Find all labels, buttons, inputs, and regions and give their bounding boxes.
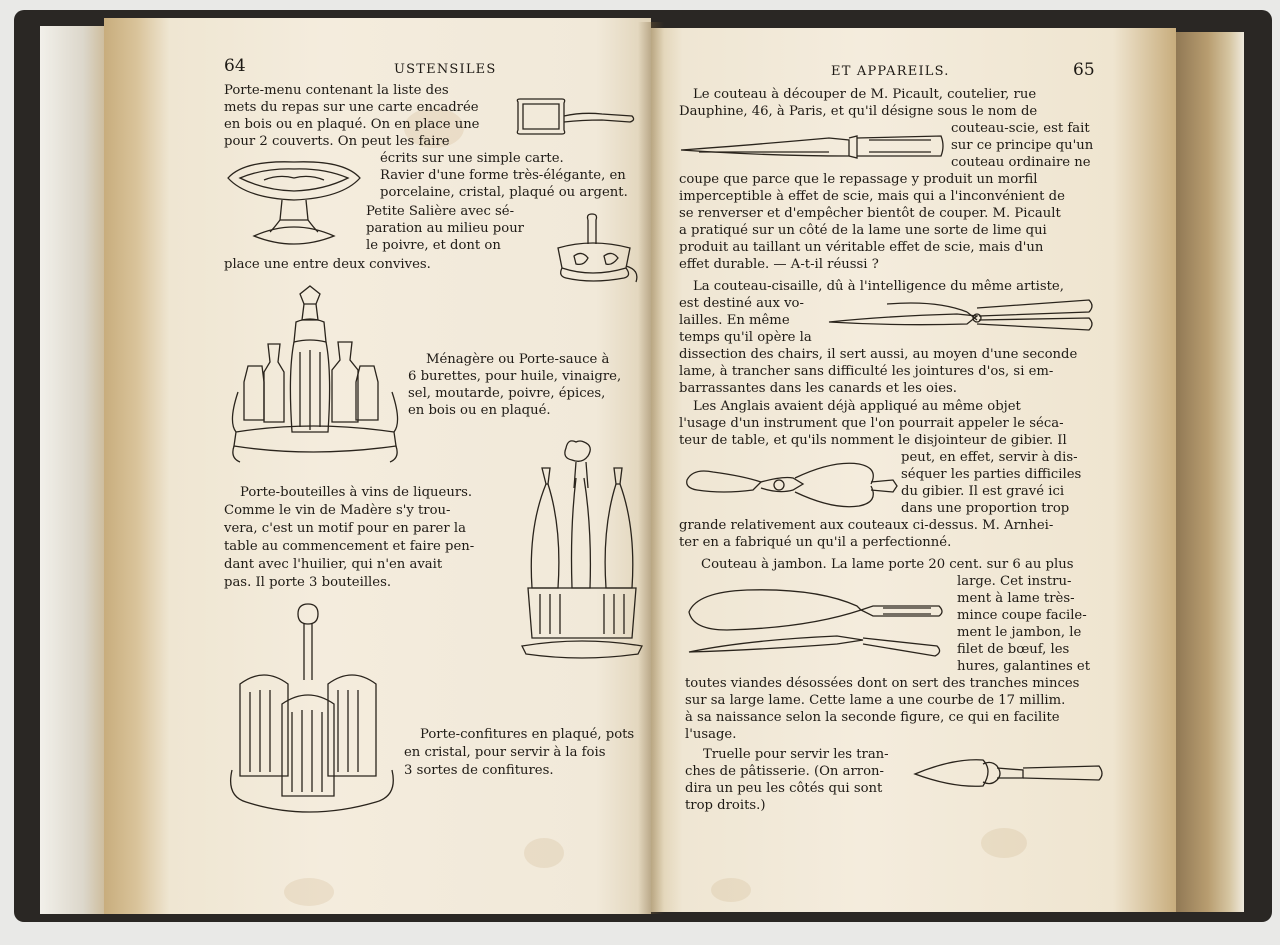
text-line: dans une proportion trop bbox=[901, 501, 1070, 516]
text-line: coupe que parce que le repassage y produit un morfil bbox=[679, 172, 1038, 187]
text-line: sel, moutarde, poivre, épices, bbox=[408, 386, 606, 401]
text-line: filet de bœuf, les bbox=[957, 642, 1070, 657]
text-line: Ménagère ou Porte-sauce à bbox=[426, 352, 610, 367]
text-line: place une entre deux convives. bbox=[224, 257, 431, 272]
text-line: table au commencement et faire pen- bbox=[224, 539, 475, 554]
porte-menu-illustration bbox=[512, 96, 638, 142]
foxing-spot bbox=[284, 878, 334, 906]
right-page bbox=[651, 28, 1176, 912]
text-line: La couteau-cisaille, dû à l'intelligence du même artiste, bbox=[693, 279, 1064, 294]
text-line: ment le jambon, le bbox=[957, 625, 1082, 640]
page-number: 64 bbox=[224, 56, 246, 76]
running-head: ET APPAREILS. bbox=[831, 64, 950, 79]
text-line: ment à lame très- bbox=[957, 591, 1075, 606]
foxing-spot bbox=[711, 878, 751, 902]
text-line: pas. Il porte 3 bouteilles. bbox=[224, 575, 392, 590]
text-line: produit au taillant un véritable effet de scie, mais d'un bbox=[679, 240, 1044, 255]
text-line: a pratiqué sur un côté de la lame une sorte de lime qui bbox=[679, 223, 1047, 238]
text-line: mince coupe facile- bbox=[957, 608, 1087, 623]
text-line: dissection des chairs, il sert aussi, au moyen d'une seconde bbox=[679, 347, 1078, 362]
text-line: sur sa large lame. Cette lame a une courbe de 17 millim. bbox=[685, 693, 1066, 708]
couteau-jambon-illustration bbox=[687, 584, 945, 666]
text-line: vera, c'est un motif pour en parer la bbox=[224, 521, 466, 536]
text-line: ches de pâtisserie. (On arron- bbox=[685, 764, 884, 779]
couteau-scie-illustration bbox=[679, 128, 945, 164]
text-line: séquer les parties difficiles bbox=[901, 467, 1082, 482]
text-line: écrits sur une simple carte. bbox=[380, 151, 564, 166]
text-line: imperceptible à effet de scie, mais qui a l'inconvénient de bbox=[679, 189, 1065, 204]
running-head: USTENSILES bbox=[394, 62, 497, 77]
text-line: à sa naissance selon la seconde figure, ce qui en facilite bbox=[685, 710, 1060, 725]
text-line: Porte-confitures en plaqué, pots bbox=[420, 727, 635, 742]
text-line: en bois ou en plaqué. On en place une bbox=[224, 117, 480, 132]
text-line: sur ce principe qu'un bbox=[951, 138, 1094, 153]
text-line: le poivre, et dont on bbox=[366, 238, 501, 253]
text-line: Truelle pour servir les tran- bbox=[703, 747, 889, 762]
text-line: 3 sortes de confitures. bbox=[404, 763, 554, 778]
text-line: dant avec l'huilier, qui n'en avait bbox=[224, 557, 443, 572]
text-line: Ravier d'une forme très-élégante, en bbox=[380, 168, 626, 183]
text-line: en cristal, pour servir à la fois bbox=[404, 745, 606, 760]
text-line: Comme le vin de Madère s'y trou- bbox=[224, 503, 451, 518]
menagere-illustration bbox=[228, 282, 402, 482]
text-line: grande relativement aux couteaux ci-dessus. M. Arnhei- bbox=[679, 518, 1054, 533]
text-line: du gibier. Il est gravé ici bbox=[901, 484, 1065, 499]
page-edges-left bbox=[40, 26, 112, 914]
text-line: l'usage d'un instrument que l'on pourrait appeler le séca- bbox=[679, 416, 1064, 431]
left-page bbox=[104, 18, 651, 914]
page-edges-right bbox=[1172, 32, 1244, 912]
text-line: lame, à trancher sans difficulté les jointures d'os, si em- bbox=[679, 364, 1054, 379]
text-line: Petite Salière avec sé- bbox=[366, 204, 515, 219]
text-line: barrassantes dans les canards et les oies. bbox=[679, 381, 957, 396]
text-line: toutes viandes désossées dont on sert des tranches minces bbox=[685, 676, 1080, 691]
text-line: peut, en effet, servir à dis- bbox=[901, 450, 1078, 465]
text-line: large. Cet instru- bbox=[957, 574, 1072, 589]
text-line: ter en a fabriqué un qu'il a perfectionné. bbox=[679, 535, 952, 550]
text-line: Le couteau à découper de M. Picault, coutelier, rue bbox=[693, 87, 1037, 102]
text-line: est destiné aux vo- bbox=[679, 296, 804, 311]
text-line: trop droits.) bbox=[685, 798, 766, 813]
text-line: lailles. En même bbox=[679, 313, 790, 328]
foxing-spot bbox=[524, 838, 564, 868]
ravier-illustration bbox=[224, 158, 364, 258]
disjointeur-illustration bbox=[683, 458, 899, 514]
text-line: teur de table, et qu'ils nomment le disjointeur de gibier. Il bbox=[679, 433, 1067, 448]
saliere-illustration bbox=[548, 214, 644, 286]
text-line: paration au milieu pour bbox=[366, 221, 524, 236]
text-line: couteau-scie, est fait bbox=[951, 121, 1090, 136]
text-line: hures, galantines et bbox=[957, 659, 1091, 674]
foxing-spot bbox=[981, 828, 1027, 858]
couteau-cisaille-illustration bbox=[827, 296, 1097, 338]
text-line: Porte-menu contenant la liste des bbox=[224, 83, 449, 98]
book-gutter bbox=[638, 22, 664, 914]
porte-confitures-illustration bbox=[226, 600, 400, 826]
text-line: dira un peu les côtés qui sont bbox=[685, 781, 883, 796]
text-line: porcelaine, cristal, plaqué ou argent. bbox=[380, 185, 628, 200]
text-line: Porte-bouteilles à vins de liqueurs. bbox=[240, 485, 473, 500]
text-line: pour 2 couverts. On peut les faire bbox=[224, 134, 450, 149]
text-line: Couteau à jambon. La lame porte 20 cent. sur 6 au plus bbox=[701, 557, 1074, 572]
text-line: l'usage. bbox=[685, 727, 737, 742]
text-line: 6 burettes, pour huile, vinaigre, bbox=[408, 369, 622, 384]
text-line: se renverser et d'empêcher bientôt de couper. M. Picault bbox=[679, 206, 1061, 221]
page-number: 65 bbox=[1073, 60, 1095, 80]
truelle-illustration bbox=[913, 754, 1105, 790]
text-line: mets du repas sur une carte encadrée bbox=[224, 100, 479, 115]
text-line: couteau ordinaire ne bbox=[951, 155, 1091, 170]
porte-bouteilles-illustration bbox=[518, 438, 646, 656]
text-line: Les Anglais avaient déjà appliqué au même objet bbox=[693, 399, 1021, 414]
text-line: en bois ou en plaqué. bbox=[408, 403, 551, 418]
text-line: effet durable. — A-t-il réussi ? bbox=[679, 257, 879, 272]
text-line: temps qu'il opère la bbox=[679, 330, 812, 345]
text-line: Dauphine, 46, à Paris, et qu'il désigne sous le nom de bbox=[679, 104, 1038, 119]
